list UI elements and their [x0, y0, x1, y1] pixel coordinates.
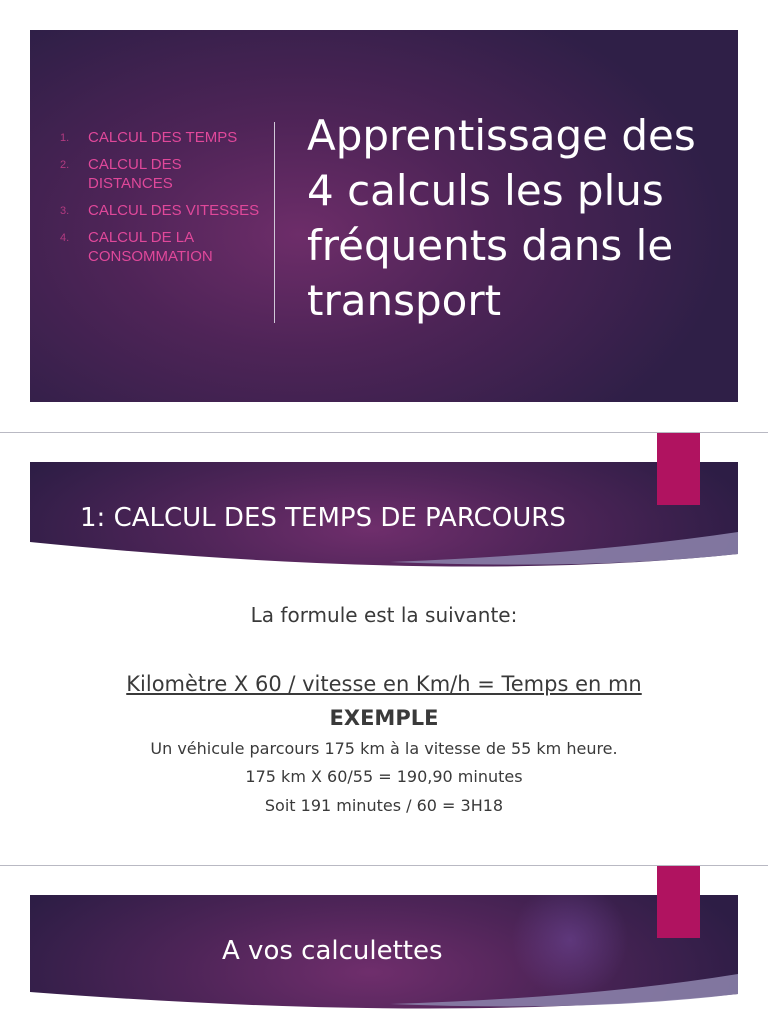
table-of-contents	[60, 128, 260, 274]
toc-label: CALCUL DES VITESSES	[88, 202, 260, 219]
toc-item-temps	[60, 128, 260, 147]
toc-number: 4.	[60, 232, 70, 244]
slide-title: Apprentissage des 4 calculs les plus fréquents dans le transport	[307, 111, 696, 325]
slide2-banner	[30, 462, 738, 574]
slide-separator	[0, 865, 768, 866]
formula-intro: La formule est la suivante:	[250, 603, 518, 627]
toc-number: 1.	[60, 132, 70, 144]
example-line: Un véhicule parcours 175 km à la vitesse de 55 km heure.	[150, 739, 618, 758]
toc-item-consommation	[60, 228, 260, 266]
slide2-title: 1: CALCUL DES TEMPS DE PARCOURS	[80, 503, 566, 533]
example-heading: EXEMPLE	[329, 706, 439, 730]
toc-label: CALCUL DE LA CONSOMMATION	[88, 229, 213, 265]
toc-label: CALCUL DES TEMPS	[88, 129, 238, 146]
slide3-title: A vos calculettes	[222, 936, 443, 966]
toc-label: CALCUL DES DISTANCES	[88, 156, 182, 192]
example-line: Soit 191 minutes / 60 = 3H18	[264, 796, 504, 815]
example-line: 175 km X 60/55 = 190,90 minutes	[245, 767, 523, 786]
toc-number: 3.	[60, 205, 70, 217]
accent-tab	[657, 433, 700, 505]
vertical-divider	[274, 122, 275, 323]
toc-number: 2.	[60, 159, 70, 171]
banner-bottom-fill	[30, 1011, 738, 1024]
formula-text: Kilomètre X 60 / vitesse en Km/h = Temps en mn	[126, 672, 642, 696]
toc-item-vitesses	[60, 201, 260, 220]
slide-separator	[0, 432, 768, 433]
slide3-banner	[30, 895, 738, 1024]
accent-tab	[657, 866, 700, 938]
title-slide	[30, 30, 738, 402]
toc-item-distances	[60, 155, 260, 193]
